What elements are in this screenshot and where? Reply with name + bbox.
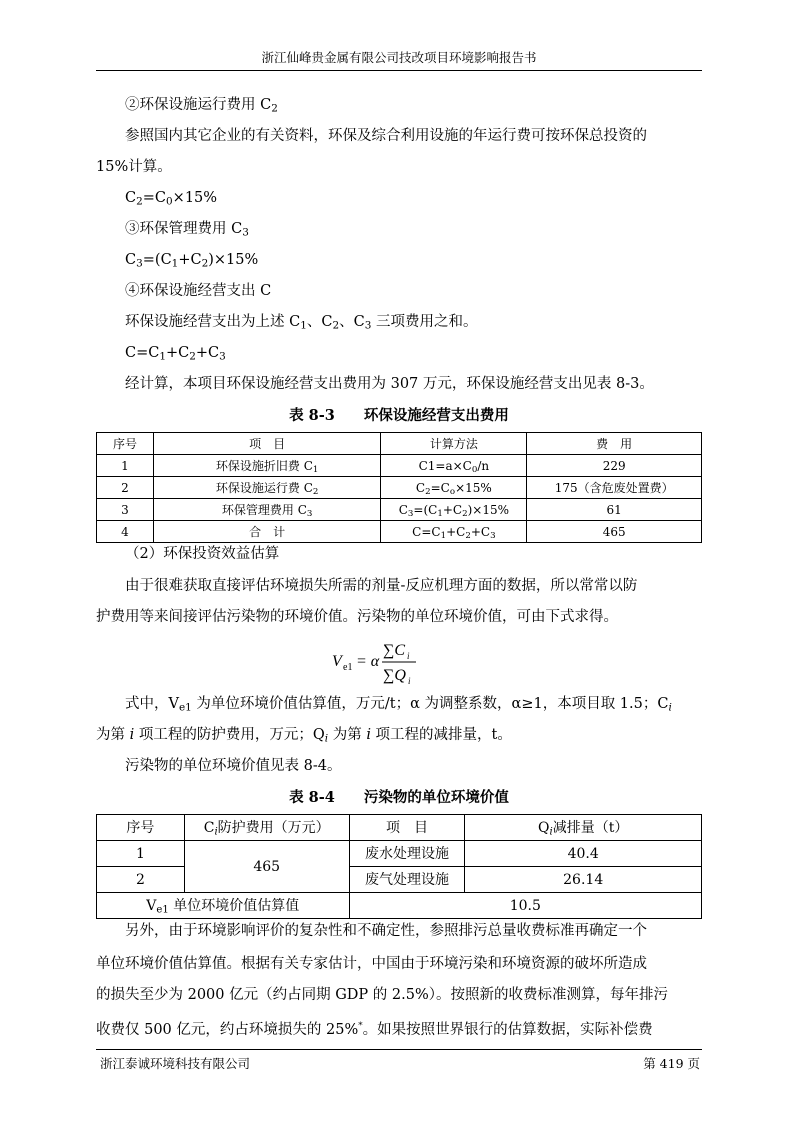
table-8-3-caption: 表 8-3 环保设施经营支出费用 [289,407,509,424]
para-c3-title: ③环保管理费用 $C_3$ [125,221,249,239]
table-header-cell: 计算方法 [381,433,527,455]
table-cell: 1 [97,455,154,477]
para-final-4: 收费仅 500 亿元，约占环境损失的 25%*。如果按照世界银行的估算数据，实际补偿费 [96,1021,653,1038]
table-cell: $C1=a\times C_0/n$ [381,455,527,477]
table-header-cell: 项 目 [349,815,465,841]
table-header-cell: 序号 [97,433,154,455]
table-row [97,841,702,867]
table-header-cell: $C_i$防护费用（万元） [184,815,349,841]
table-cell: 175（含危废处置费） [527,477,702,499]
table-cell: 合 计 [153,521,381,543]
para-explain-1: 式中，$V_{e1}$ 为单位环境价值估算值，万元/t；α 为调整系数，α≥1，本项目取 1.5；$C_i$ [125,696,672,714]
page-header: 浙江仙峰贵金属有限公司技改项目环境影响报告书 [261,50,537,65]
para-final-3: 的损失至少为 2000 亿元（约占同期 GDP 的 2.5%）。按照新的收费标准测算，每年排污 [96,987,668,1003]
para-table-ref: 污染物的单位环境价值见表 8-4。 [125,758,342,774]
table-cell: 1 [97,841,185,867]
table-row [97,455,702,477]
formula-c3: $C_3=(C_1+C_2)\times 15\%$ [125,252,259,270]
table-cell: 环保设施运行费 $C_2$ [153,477,381,499]
table-row [97,893,702,919]
document-body [96,90,702,1046]
table-cell: 26.14 [465,867,702,893]
para-c-desc: 环保设施经营支出为上述 $C_1$、$C_2$、$C_3$ 三项费用之和。 [125,314,478,332]
formula-numerator-sub: i [407,651,410,661]
table-cell: $V_{e1}$ 单位环境价值估算值 [97,893,350,919]
table-8-3 [96,432,702,543]
formula-denominator-sub: i [408,676,411,686]
table-cell: 10.5 [349,893,701,919]
formula-c2: $C_2=C_0\times 15\%$ [125,190,218,208]
footer-page-number: 第 419 页 [643,1056,700,1071]
para-c-title: ④环保设施经营支出 C [125,283,272,299]
table-header-row [97,433,702,455]
table-header-row [97,815,702,841]
table-cell: 2 [97,867,185,893]
formula-svg [96,633,702,689]
formula-denominator: ∑Q [383,667,406,684]
table-8-4-caption: 表 8-4 污染物的单位环境价值 [289,789,509,806]
formula-eq: = α [356,653,380,670]
table-row [97,521,702,543]
formula-c: $C=C_1+C_2+C_3$ [125,345,226,363]
footer-rule [96,1049,702,1050]
para-final-2: 单位环境价值估算值。根据有关专家估计，中国由于环境污染和环境资源的破坏所造成 [96,956,647,972]
table-header-cell: 项 目 [153,433,381,455]
para-calc-result: 经计算，本项目环保设施经营支出费用为 307 万元，环保设施经营支出见表 8-3。 [125,376,654,392]
table-cell: 61 [527,499,702,521]
formula-lhs: V [332,653,342,670]
table-row [97,499,702,521]
section-heading-benefit: （2）环保投资效益估算 [125,546,280,562]
table-cell: 废水处理设施 [349,841,465,867]
para-c2-desc-1: 参照国内其它企业的有关资料，环保及综合利用设施的年运行费可按环保总投资的 [125,128,647,144]
table-cell: $C_3=(C_1+C_2)\times 15\%$ [381,499,527,521]
table-cell: 环保设施折旧费 $C_1$ [153,455,381,477]
para-final-1: 另外，由于环境影响评价的复杂性和不确定性，参照排污总量收费标准再确定一个 [125,923,647,939]
table-header-cell: $Q_i$减排量（t） [465,815,702,841]
para-c2-desc-2: 15%计算。 [96,159,172,175]
formula-lhs-sub: e1 [343,662,353,673]
table-cell: 465 [184,841,349,893]
para-benefit-1: 由于很难获取直接评估环境损失所需的剂量-反应机理方面的数据，所以常常以防 [125,578,638,594]
table-header-cell: 序号 [97,815,185,841]
para-explain-2: 为第 i 项工程的防护费用，万元；$Q_i$ 为第 i 项工程的减排量，t。 [96,727,512,745]
table-cell: 40.4 [465,841,702,867]
table-cell: 2 [97,477,154,499]
table-cell: 4 [97,521,154,543]
table-header-cell: 费 用 [527,433,702,455]
table-8-4 [96,814,702,919]
header-rule [96,70,702,71]
table-cell: 废气处理设施 [349,867,465,893]
table-cell: $C=C_1+C_2+C_3$ [381,521,527,543]
footer-company: 浙江泰诚环境科技有限公司 [100,1056,251,1071]
formula-numerator: ∑C [383,642,406,659]
table-cell: 环保管理费用 $C_3$ [153,499,381,521]
table-cell: 3 [97,499,154,521]
table-cell: $C_2=C_o\times 15\%$ [381,477,527,499]
table-row [97,477,702,499]
table-cell: 465 [527,521,702,543]
value-formula [96,633,702,689]
para-benefit-2: 护费用等来间接评估污染物的环境价值。污染物的单位环境价值，可由下式求得。 [96,609,618,625]
para-c2-title: ②环保设施运行费用 $C_2$ [125,97,278,115]
table-cell: 229 [527,455,702,477]
